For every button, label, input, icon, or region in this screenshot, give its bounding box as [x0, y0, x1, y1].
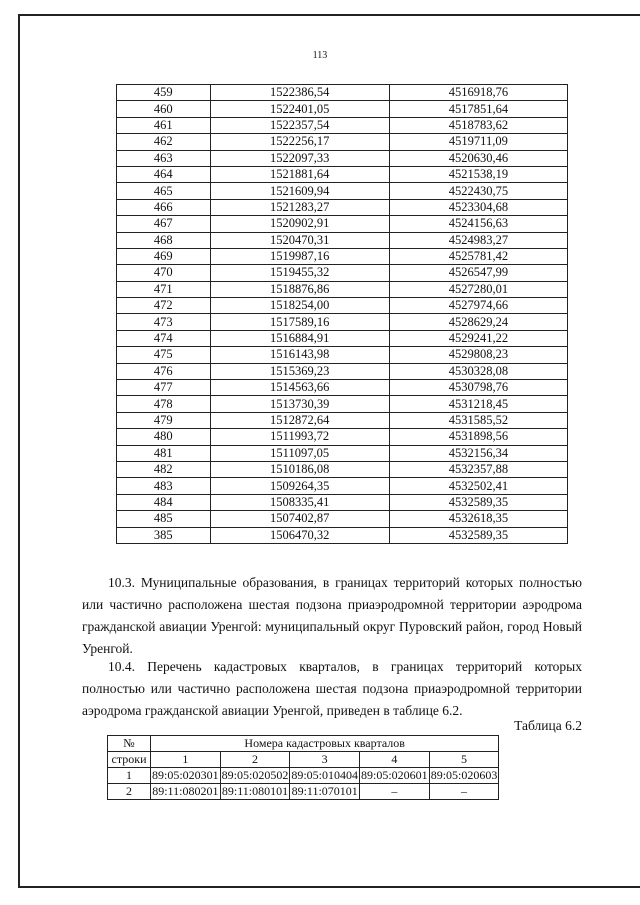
quarter-cell: 89:05:020502 [221, 768, 289, 782]
y-coordinate-cell: 4524983,27 [389, 232, 567, 248]
point-number-cell: 465 [117, 183, 211, 199]
page-number: 113 [312, 50, 328, 61]
point-number-cell: 470 [117, 265, 211, 281]
point-number-cell: 469 [117, 248, 211, 264]
page-border-left [18, 14, 20, 888]
x-coordinate-cell: 1517589,16 [210, 314, 389, 330]
quarter-cell: 89:11:080201 [152, 784, 219, 798]
column-number-cell: 5 [429, 752, 499, 768]
x-coordinate-cell: 1519455,32 [210, 265, 389, 281]
y-coordinate-cell: 4525781,42 [389, 248, 567, 264]
table-row [117, 232, 568, 248]
x-coordinate-cell: 1521283,27 [210, 199, 389, 215]
point-number-cell: 462 [117, 134, 211, 150]
y-coordinate-cell: 4529241,22 [389, 330, 567, 346]
table-row [117, 216, 568, 232]
x-coordinate-cell: 1522401,05 [210, 101, 389, 117]
point-number-cell: 471 [117, 281, 211, 297]
y-coordinate-cell: 4532357,88 [389, 461, 567, 477]
table-row [117, 183, 568, 199]
table-row [117, 494, 568, 510]
table-row [117, 101, 568, 117]
x-coordinate-cell: 1511993,72 [210, 429, 389, 445]
table-row [117, 117, 568, 133]
x-coordinate-cell: 1509264,35 [210, 478, 389, 494]
table-row [117, 396, 568, 412]
x-coordinate-cell: 1516143,98 [210, 347, 389, 363]
y-coordinate-cell: 4529808,23 [389, 347, 567, 363]
point-number-cell: 385 [117, 527, 211, 543]
y-coordinate-cell: 4531898,56 [389, 429, 567, 445]
point-number-cell: 478 [117, 396, 211, 412]
x-coordinate-cell: 1522386,54 [210, 85, 389, 101]
y-coordinate-cell: 4521538,19 [389, 166, 567, 182]
table-row [117, 478, 568, 494]
quarter-cell: 89:11:070101 [291, 784, 358, 798]
point-number-cell: 467 [117, 216, 211, 232]
x-coordinate-cell: 1508335,41 [210, 494, 389, 510]
y-coordinate-cell: 4530798,76 [389, 380, 567, 396]
point-number-cell: 459 [117, 85, 211, 101]
table-row [108, 784, 499, 800]
table-row [117, 314, 568, 330]
y-coordinate-cell: 4532589,35 [389, 494, 567, 510]
quarter-cell: – [429, 784, 499, 800]
table-row [117, 134, 568, 150]
x-coordinate-cell: 1522097,33 [210, 150, 389, 166]
x-coordinate-cell: 1516884,91 [210, 330, 389, 346]
y-coordinate-cell: 4520630,46 [389, 150, 567, 166]
y-coordinate-cell: 4531218,45 [389, 396, 567, 412]
x-coordinate-cell: 1519987,16 [210, 248, 389, 264]
y-coordinate-cell: 4526547,99 [389, 265, 567, 281]
y-coordinate-cell: 4519711,09 [389, 134, 567, 150]
point-number-cell: 476 [117, 363, 211, 379]
y-coordinate-cell: 4532618,35 [389, 511, 567, 527]
point-number-cell: 482 [117, 461, 211, 477]
cadastral-quarters-table [107, 735, 499, 800]
y-coordinate-cell: 4523304,68 [389, 199, 567, 215]
x-coordinate-cell: 1514563,66 [210, 380, 389, 396]
quarter-cell: 89:11:080101 [221, 784, 289, 798]
table-caption: Таблица 6.2 [514, 718, 582, 733]
y-coordinate-cell: 4532156,34 [389, 445, 567, 461]
point-number-cell: 484 [117, 494, 211, 510]
x-coordinate-cell: 1521881,64 [210, 166, 389, 182]
x-coordinate-cell: 1512872,64 [210, 412, 389, 428]
point-number-cell: 481 [117, 445, 211, 461]
point-number-cell: 461 [117, 117, 211, 133]
x-coordinate-cell: 1507402,87 [210, 511, 389, 527]
y-coordinate-cell: 4524156,63 [389, 216, 567, 232]
row-number-cell: 2 [108, 784, 151, 800]
y-coordinate-cell: 4527280,01 [389, 281, 567, 297]
point-number-cell: 460 [117, 101, 211, 117]
table-row [117, 380, 568, 396]
point-number-cell: 468 [117, 232, 211, 248]
point-number-cell: 463 [117, 150, 211, 166]
x-coordinate-cell: 1520470,31 [210, 232, 389, 248]
quarter-cell: 89:05:020601 [361, 768, 428, 782]
point-number-cell: 472 [117, 298, 211, 314]
point-number-cell: 483 [117, 478, 211, 494]
x-coordinate-cell: 1513730,39 [210, 396, 389, 412]
quarter-cell: 89:05:020603 [430, 768, 498, 782]
y-coordinate-cell: 4516918,76 [389, 85, 567, 101]
point-number-cell: 473 [117, 314, 211, 330]
table-row [108, 768, 499, 784]
header-group-cell: Номера кадастровых кварталов [151, 736, 499, 752]
table-row [117, 166, 568, 182]
table-row [117, 248, 568, 264]
column-number-cell: 3 [290, 752, 360, 768]
header-no-cell: № [108, 736, 151, 752]
table-row [117, 412, 568, 428]
point-number-cell: 466 [117, 199, 211, 215]
x-coordinate-cell: 1522256,17 [210, 134, 389, 150]
table-row [117, 445, 568, 461]
table-row [117, 150, 568, 166]
column-number-cell: 4 [360, 752, 430, 768]
table-row [117, 527, 568, 543]
quarter-cell: 89:05:010404 [291, 768, 359, 782]
x-coordinate-cell: 1521609,94 [210, 183, 389, 199]
point-number-cell: 479 [117, 412, 211, 428]
table-row [117, 511, 568, 527]
table-row [117, 281, 568, 297]
table-row [117, 461, 568, 477]
point-number-cell: 485 [117, 511, 211, 527]
y-coordinate-cell: 4522430,75 [389, 183, 567, 199]
point-number-cell: 474 [117, 330, 211, 346]
table-row [117, 363, 568, 379]
y-coordinate-cell: 4531585,52 [389, 412, 567, 428]
page-border-bottom [18, 886, 640, 888]
table-row [117, 429, 568, 445]
y-coordinate-cell: 4528629,24 [389, 314, 567, 330]
point-number-cell: 475 [117, 347, 211, 363]
y-coordinate-cell: 4532502,41 [389, 478, 567, 494]
table-header-row [108, 752, 499, 768]
y-coordinate-cell: 4532589,35 [389, 527, 567, 543]
table-row [117, 199, 568, 215]
y-coordinate-cell: 4517851,64 [389, 101, 567, 117]
paragraph-10-4: 10.4. Перечень кадастровых кварталов, в границах территорий которых полностью или частично расположена шестая подзона приаэродромной территории аэродрома гражданской авиации Уренгой, приведен в таблице 6.2. [82, 659, 582, 718]
quarter-cell: – [360, 784, 430, 800]
quarter-cell: 89:05:020301 [152, 768, 219, 782]
y-coordinate-cell: 4527974,66 [389, 298, 567, 314]
table-header-row [108, 736, 499, 752]
row-number-cell: 1 [108, 768, 151, 784]
x-coordinate-cell: 1522357,54 [210, 117, 389, 133]
table-row [117, 330, 568, 346]
x-coordinate-cell: 1520902,91 [210, 216, 389, 232]
x-coordinate-cell: 1510186,08 [210, 461, 389, 477]
column-number-cell: 2 [220, 752, 290, 768]
header-row-label-cell: строки [108, 752, 151, 768]
column-number-cell: 1 [151, 752, 221, 768]
x-coordinate-cell: 1506470,32 [210, 527, 389, 543]
x-coordinate-cell: 1511097,05 [210, 445, 389, 461]
y-coordinate-cell: 4518783,62 [389, 117, 567, 133]
point-number-cell: 477 [117, 380, 211, 396]
table-row [117, 298, 568, 314]
table-row [117, 85, 568, 101]
point-number-cell: 480 [117, 429, 211, 445]
coordinates-table [116, 84, 568, 544]
paragraph-10-3: 10.3. Муниципальные образования, в границах территорий которых полностью или частично расположена шестая подзона приаэродромной территории аэродрома гражданской авиации Уренгой: муниципальный округ Пуровский район, город Новый Уренгой. [82, 575, 582, 656]
x-coordinate-cell: 1515369,23 [210, 363, 389, 379]
page-border-top [18, 14, 640, 16]
table-row [117, 265, 568, 281]
y-coordinate-cell: 4530328,08 [389, 363, 567, 379]
point-number-cell: 464 [117, 166, 211, 182]
table-row [117, 347, 568, 363]
x-coordinate-cell: 1518876,86 [210, 281, 389, 297]
x-coordinate-cell: 1518254,00 [210, 298, 389, 314]
